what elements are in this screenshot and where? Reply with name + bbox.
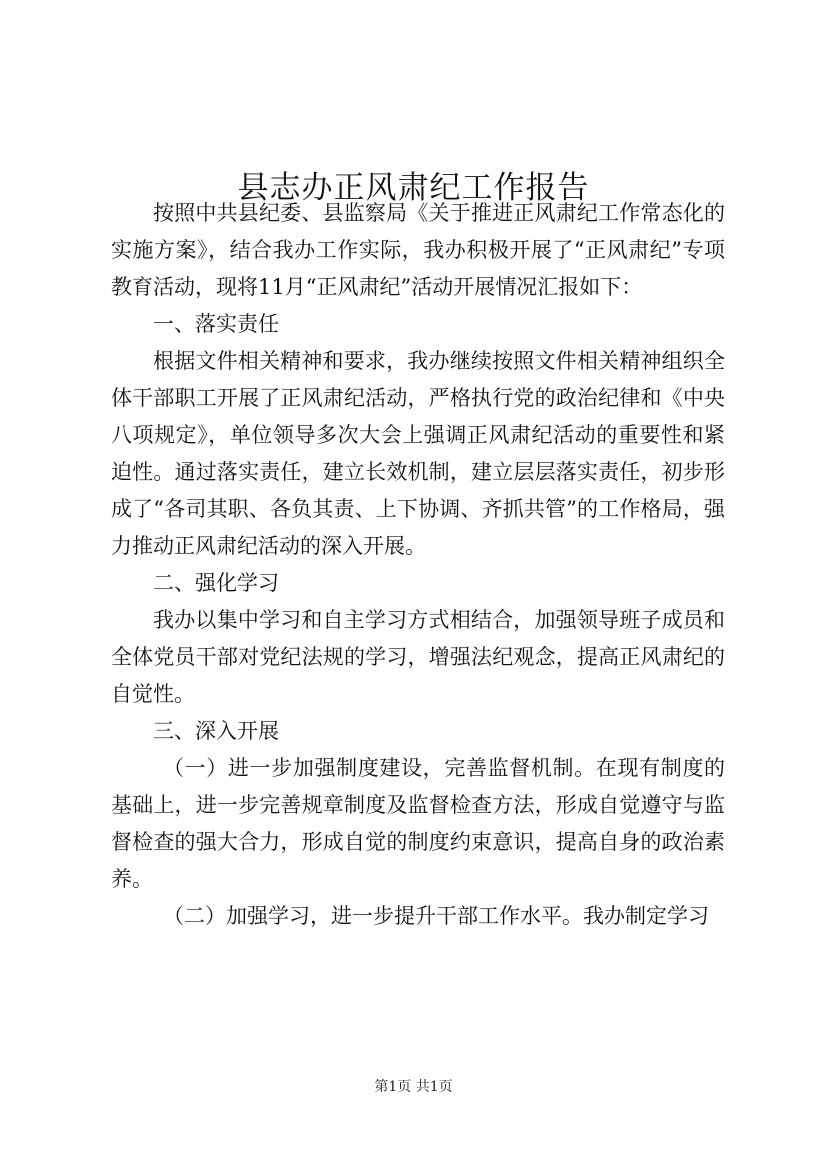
section-heading-1: 一、落实责任	[153, 312, 279, 336]
section-heading-3: 三、深入开展	[153, 719, 279, 743]
page-footer: 第1页 共1页	[374, 1079, 453, 1095]
intro-paragraph: 按照中共县纪委、县监察局《关于推进正风肃纪工作常态化的实施方案》，结合我办工作实际，我办积极开展了“正风肃纪”专项教育活动，现将11月“正风肃纪”活动开展情况汇报如下：	[111, 201, 725, 299]
section-3-item-1: （一）进一步加强制度建设，完善监督机制。在现有制度的基础上，进一步完善规章制度及监督检查方法，形成自觉遵守与监督检查的强大合力，形成自觉的制度约束意识，提高自身的政治素养。	[111, 756, 725, 891]
section-1-paragraph: 根据文件相关精神和要求，我办继续按照文件相关精神组织全体干部职工开展了正风肃纪活动，严格执行党的政治纪律和《中央八项规定》，单位领导多次大会上强调正风肃纪活动的重要性和紧迫性。通过落实责任，建立长效机制，建立层层落实责任，初步形成了“各司其职、各负其责、上下协调、齐抓共管”的工作格局，强力推动正风肃纪活动的深入开展。	[111, 349, 725, 558]
document-title: 县志办正风肃纪工作报告	[237, 169, 590, 206]
document-body	[111, 195, 725, 935]
section-3-item-2: （二）加强学习，进一步提升干部工作水平。我办制定学习	[163, 904, 709, 928]
section-heading-2: 二、强化学习	[153, 571, 279, 595]
section-2-paragraph: 我办以集中学习和自主学习方式相结合，加强领导班子成员和全体党员干部对党纪法规的学习，增强法纪观念，提高正风肃纪的自觉性。	[111, 608, 725, 706]
